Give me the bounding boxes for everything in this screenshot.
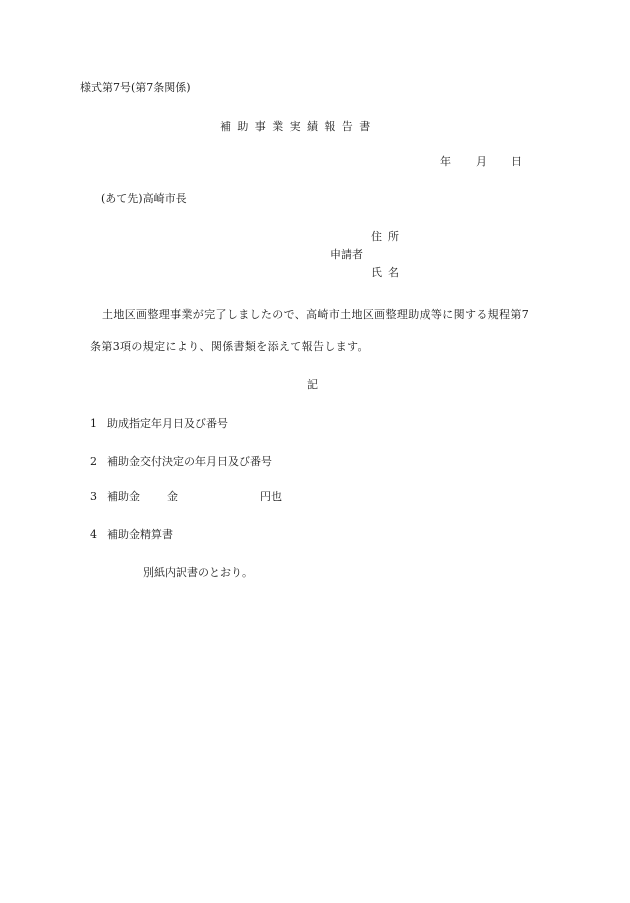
address-label: 住所	[371, 230, 405, 243]
item-number: 3	[90, 490, 97, 503]
item-text: 補助金	[107, 490, 140, 503]
date-month-label: 月	[476, 155, 487, 168]
amount-yen-label: 円也	[260, 490, 282, 503]
body-line-2: 条第3項の規定により、関係書類を添えて報告します。	[90, 340, 369, 353]
item4-note: 別紙内訳書のとおり。	[143, 566, 253, 579]
body-line-1: 土地区画整理事業が完了しましたので、高崎市土地区画整理助成等に関する規程第7	[102, 308, 530, 321]
applicant-label: 申請者	[330, 248, 363, 261]
document-title: 補助事業実績報告書	[220, 120, 377, 133]
item-text: 補助金精算書	[107, 528, 173, 541]
form-number: 様式第7号(第7条関係)	[80, 81, 191, 94]
item-number: 2	[90, 455, 97, 468]
addressee: (あて先)高崎市長	[101, 192, 187, 205]
item-text: 補助金交付決定の年月日及び番号	[107, 455, 272, 468]
item-text: 助成指定年月日及び番号	[107, 417, 228, 430]
date-day-label: 日	[511, 155, 522, 168]
item-number: 1	[90, 417, 97, 430]
name-label: 氏名	[371, 266, 405, 279]
date-year-label: 年	[440, 155, 451, 168]
item-number: 4	[90, 528, 97, 541]
amount-unit-label: 金	[167, 490, 178, 503]
ki-heading: 記	[307, 378, 318, 391]
